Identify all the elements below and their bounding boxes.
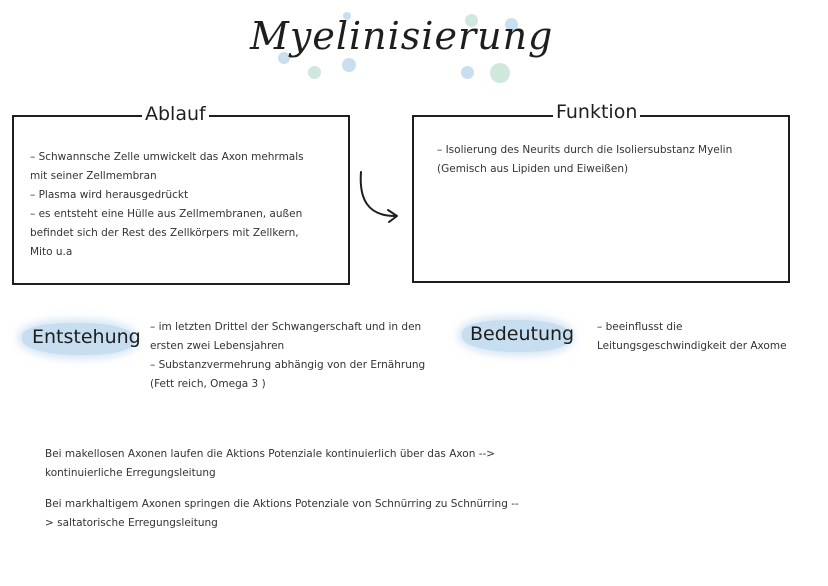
entstehung-heading: Entstehung: [32, 326, 141, 348]
list-item: – es entsteht eine Hülle aus Zellmembranen, außen befindet sich der Rest des Zellkörpers mit Zellkern, Mito u.a: [30, 208, 303, 258]
funktion-heading: Funktion: [553, 101, 640, 123]
ablauf-text: [30, 148, 308, 262]
list-item: – im letzten Drittel der Schwangerschaft und in den ersten zwei Lebensjahren: [150, 321, 422, 352]
list-item: – Isolierung des Neurits durch die Isoliersubstanz Myelin (Gemisch aus Lipiden und Eiweißen): [437, 144, 733, 175]
list-item: – Schwannsche Zelle umwickelt das Axon mehrmals mit seiner Zellmembran: [30, 151, 304, 182]
curved-arrow-icon: [355, 168, 405, 228]
decor-dot: [490, 63, 510, 83]
funktion-text: [437, 141, 757, 179]
list-item: – beeinflusst die Leitungsgeschwindigkeit der Axome: [597, 321, 787, 352]
list-item: – Plasma wird herausgedrückt: [30, 189, 189, 201]
decor-dot: [308, 66, 321, 79]
decor-dot: [461, 66, 474, 79]
note-continuous: Bei makellosen Axonen laufen die Aktions Potenziale kontinuierlich über das Axon --> kontinuierliche Erregungsleitung: [45, 448, 496, 479]
ablauf-heading: Ablauf: [142, 103, 209, 125]
note-saltatory: Bei markhaltigem Axonen springen die Aktions Potenziale von Schnürring zu Schnürring --> saltatorische Erregungsleitung: [45, 498, 519, 529]
bedeutung-heading: Bedeutung: [470, 323, 575, 345]
entstehung-text: [150, 318, 440, 394]
bedeutung-text: [597, 318, 797, 356]
list-item: – Substanzvermehrung abhängig von der Ernährung (Fett reich, Omega 3 ): [150, 359, 426, 390]
page-title: Myelinisierung: [250, 14, 554, 58]
decor-dot: [342, 58, 356, 72]
